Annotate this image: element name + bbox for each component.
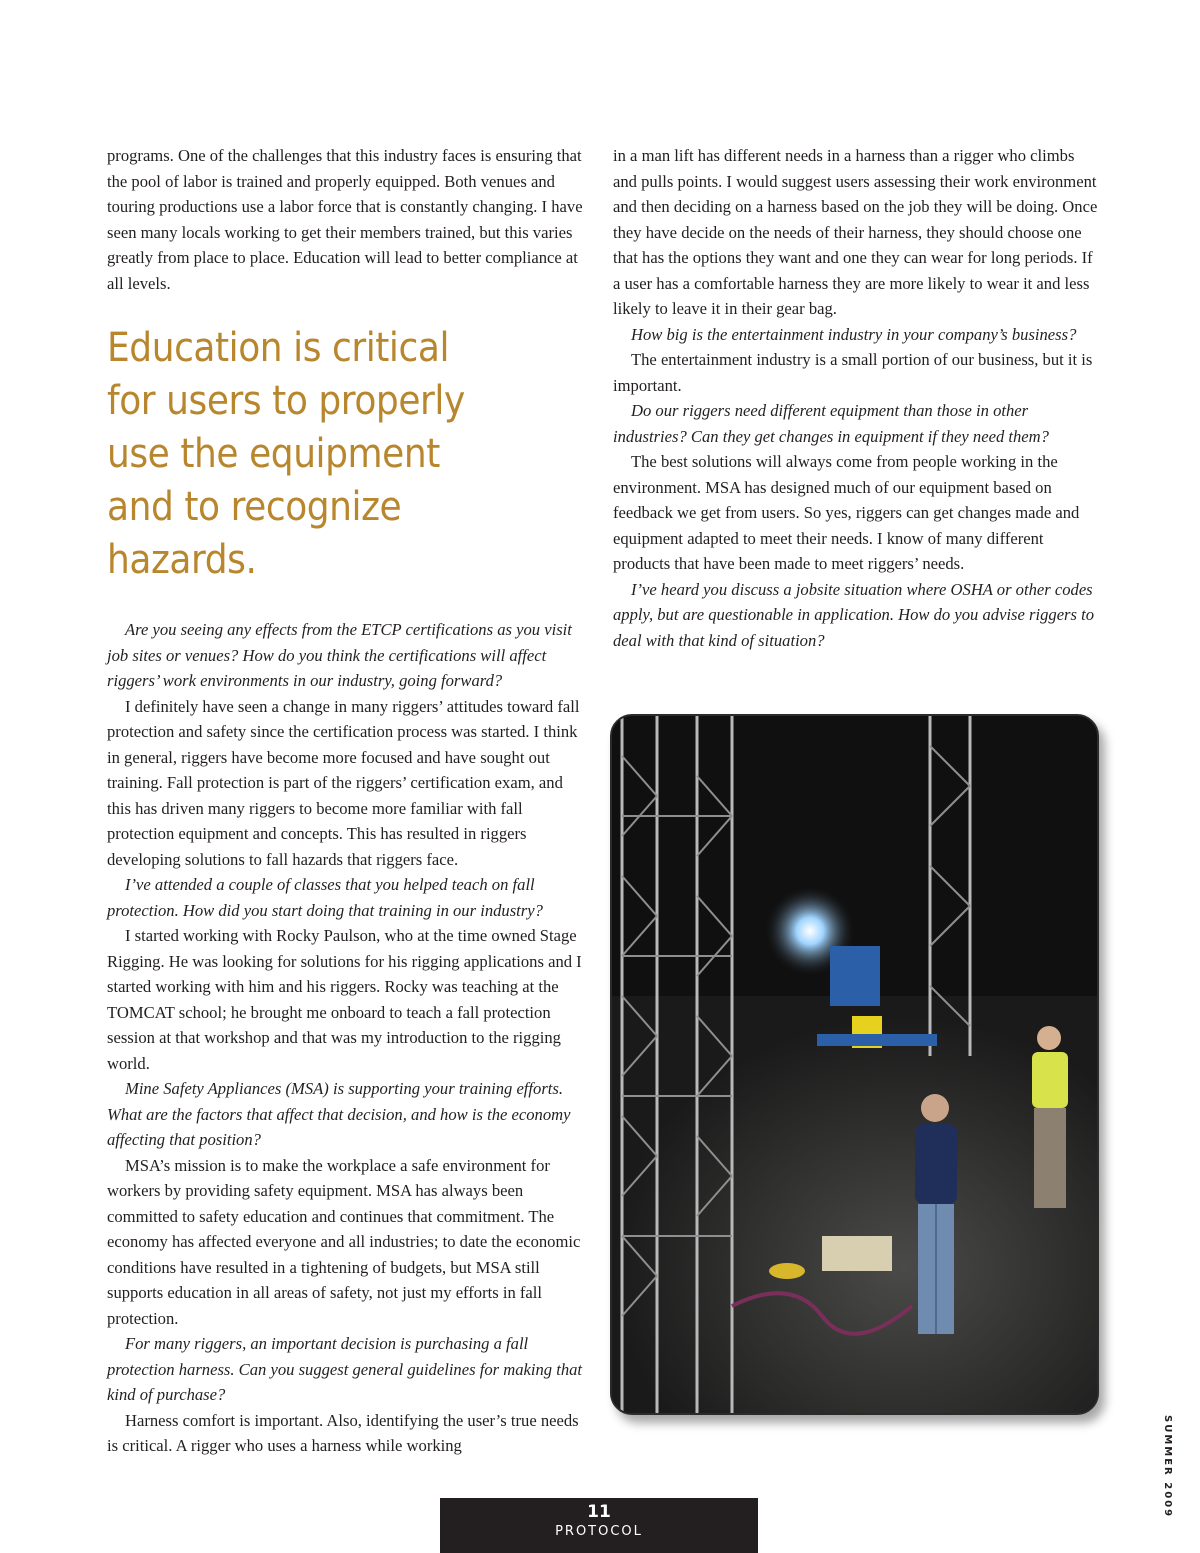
page-number: 11 [587,1502,611,1522]
question-classes: I’ve attended a couple of classes that you helped teach on fall protection. How did you start doing that training in our industry? [107,875,543,920]
answer-msa: MSA’s mission is to make the workplace a safe environment for workers by providing safety equipment. MSA has always been committed to safety education and continues that commitment. The economy has affected everyone and all industries; to date the economic conditions have resulted in a tightening of budgets, but MSA still supports education in all areas of safety, not just my efforts in fall protection. [107,1155,581,1328]
question-msa: Mine Safety Appliances (MSA) is supporting your training efforts. What are the factors that affect that decision, and how is the economy affecting that position? [107,1079,571,1149]
stage-photo-illustration [612,716,1097,1413]
question-etcp: Are you seeing any effects from the ETCP certifications as you visit job sites or venues? How do you think the certifications will affect riggers’ work environments in our industry, going forward? [107,620,572,690]
question-osha: I’ve heard you discuss a jobsite situation where OSHA or other codes apply, but are questionable in application. How do you advise riggers to deal with that kind of situation? [613,579,1095,650]
question-equipment: Do our riggers need different equipment than those in other industries? Can they get changes in equipment if they need them? [613,401,1049,446]
issue-label: SUMMER 2009 [1162,1415,1173,1519]
paragraph-harness-continued: in a man lift has different needs in a harness than a rigger who climbs and pulls points. I would suggest users assessing their work environment and then deciding on a harness based on the job they will be doing. Once they have decide on the needs of their harness, they should choose one that has the options they want and one they can wear for long periods. If a user has a comfortable harness they are more likely to wear it and less likely to leave it in their gear bag. [613,146,1098,318]
answer-harness: Harness comfort is important. Also, identifying the user’s true needs is critical. A rigger who uses a harness while working [107,1410,579,1455]
left-column [107,143,589,1459]
answer-industry-size: The entertainment industry is a small portion of our business, but it is important. [613,350,1093,395]
question-harness: For many riggers, an important decision is purchasing a fall protection harness. Can you suggest general guidelines for making that kind of purchase? [107,1334,583,1404]
paragraph-intro: programs. One of the challenges that this industry faces is ensuring that the pool of labor is trained and properly equipped. Both venues and touring productions use a labor force that is constantly changing. I have seen many locals working to get their members trained, but this varies greatly from place to place. Education will lead to better compliance at all levels. [107,146,583,293]
answer-equipment: The best solutions will always come from people working in the environment. MSA has designed much of our equipment based on feedback we get from users. So yes, riggers can get changes made and equipment adapted to meet their needs. I know of many different products that have been made to meet riggers’ needs. [613,452,1080,573]
stage-rigging-photo [610,714,1099,1415]
footer-page-bar [440,1498,758,1553]
pull-quote: Education is critical for users to properly use the equipment and to recognize hazards. [107,325,465,583]
answer-classes: I started working with Rocky Paulson, who at the time owned Stage Rigging. He was looking for solutions for his rigging applications and I started working with him and his riggers. Rocky was teaching at the TOMCAT school; he brought me onboard to teach a fall protection session at that workshop and that was my introduction to the rigging world. [107,926,582,1073]
right-column [613,143,1099,653]
rigger-figure-right [1032,1026,1068,1208]
publication-name: PROTOCOL [555,1524,643,1539]
question-industry-size: How big is the entertainment industry in your company’s business? [631,324,1077,344]
rigger-figure-center [915,1094,957,1334]
answer-etcp: I definitely have seen a change in many riggers’ attitudes toward fall protection and safety since the certification process was started. I think in general, riggers have become more focused and have sought out training. Fall protection is part of the riggers’ certification exam, and this has driven many riggers to become more familiar with fall protection equipment and concepts. This has resulted in riggers developing solutions to fall hazards that riggers face. [107,696,580,869]
